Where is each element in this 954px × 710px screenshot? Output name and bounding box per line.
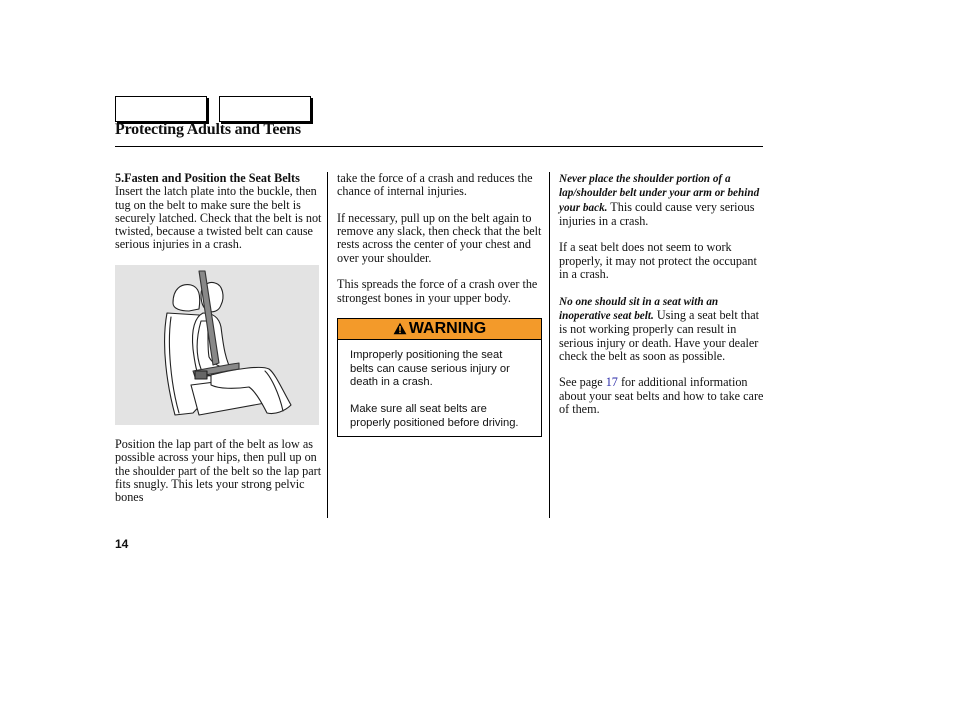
warning-triangle-icon [393, 321, 407, 341]
warning-title: WARNING [408, 320, 487, 338]
paragraph: If necessary, pull up on the belt again to remove any slack, then check that the belt rests across the center of your chest and over your shoulder. [337, 210, 542, 265]
nav-tab-box[interactable] [219, 96, 311, 122]
column-3 [559, 172, 764, 430]
seat-belt-illustration [115, 265, 319, 425]
step-heading: 5.Fasten and Position the Seat Belts [115, 171, 300, 185]
column-2 [337, 172, 544, 437]
paragraph [559, 376, 764, 416]
page-number: 14 [115, 537, 129, 551]
emphasis-text: No one should sit in a seat with an inoperative seat belt. [559, 295, 719, 322]
column-1 [115, 172, 323, 518]
body-text: for additional information about your seat belts and how to take care of them. [559, 375, 764, 417]
warning-text: Improperly positioning the seat belts can cause serious injury or death in a crash. [350, 349, 510, 389]
warning-body [338, 340, 541, 436]
nav-tab-box[interactable] [115, 96, 207, 122]
paragraph: If a seat belt does not seem to work properly, it may not protect the occupant in a crash. [559, 240, 757, 282]
paragraph: take the force of a crash and reduces the chance of internal injuries. [337, 171, 533, 199]
body-text: Using a seat belt that is not working properly can result in serious injury or death. Have your dealer check the belt as soon as possible. [559, 307, 760, 363]
body-text: This could cause very serious injuries in a crash. [559, 199, 755, 228]
seated-person-seatbelt-icon [115, 265, 319, 425]
emphasis-text: Never place the shoulder portion of a lap/shoulder belt under your arm or behind your back. [559, 173, 760, 214]
section-title: Protecting Adults and Teens [115, 121, 301, 138]
title-divider [115, 146, 763, 147]
column-divider [549, 172, 550, 518]
warning-text: Make sure all seat belts are properly positioned before driving. [350, 403, 519, 429]
paragraph [559, 295, 764, 363]
paragraph: This spreads the force of a crash over the strongest bones in your upper body. [337, 277, 538, 305]
paragraph [559, 172, 764, 228]
warning-header [338, 319, 541, 340]
page-reference-link[interactable]: 17 [605, 375, 618, 390]
column-divider [327, 172, 328, 518]
paragraph: Insert the latch plate into the buckle, then tug on the belt to make sure the belt is securely latched. Check that the belt is not twisted, because a twisted belt can cause serious injuries in a crash. [115, 184, 322, 252]
warning-box [337, 318, 542, 437]
body-text: See page [559, 375, 606, 390]
paragraph: Position the lap part of the belt as low as possible across your hips, then pull up on the shoulder part of the belt so the lap part fits snugly. This lets your strong pelvic bones [115, 437, 322, 505]
